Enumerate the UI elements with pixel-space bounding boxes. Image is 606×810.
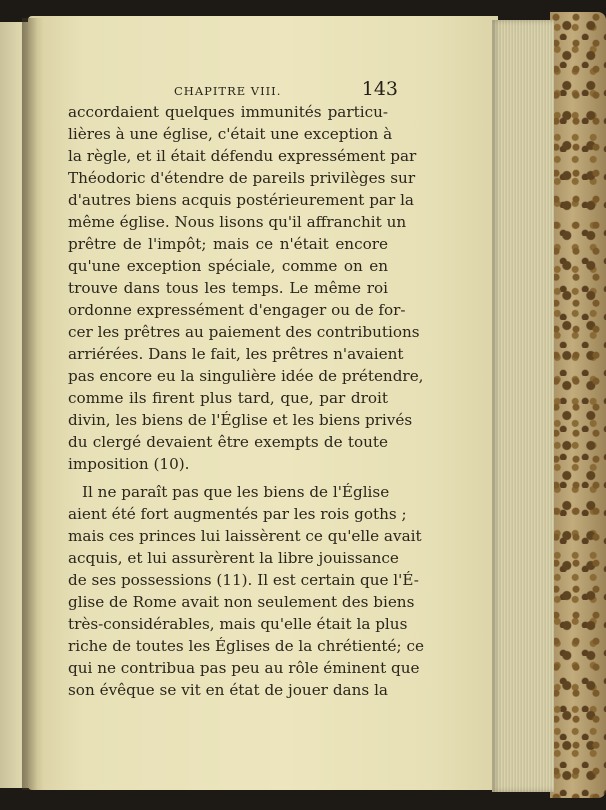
text-line: Théodoric d'étendre de pareils privilèges sur — [68, 169, 416, 187]
text-line: comme ils firent plus tard, que, par droit — [68, 389, 388, 407]
text-line: de ses possessions (11). Il est certain que l'É- — [68, 571, 419, 589]
text-line: arriérées. Dans le fait, les prêtres n'avaient — [68, 345, 404, 363]
text-line: qui ne contribua pas peu au rôle éminent que — [68, 659, 420, 677]
text-line: mais ces princes lui laissèrent ce qu'elle avait — [68, 527, 422, 545]
text-line: son évêque se vit en état de jouer dans la — [68, 681, 388, 699]
text-line: glise de Rome avait non seulement des biens — [68, 593, 415, 611]
body-text — [68, 101, 424, 701]
text-line: acquis, et lui assurèrent la libre jouissance — [68, 549, 399, 567]
page-edges — [492, 20, 554, 792]
book-gutter — [22, 18, 44, 790]
text-line: pas encore eu la singulière idée de prétendre, — [68, 367, 424, 385]
text-line: riche de toutes les Églises de la chrétienté; ce — [68, 637, 424, 655]
text-line: du clergé devaient être exempts de toute — [68, 433, 388, 451]
page-number: 143 — [361, 78, 398, 100]
text-line: trouve dans tous les temps. Le même roi — [68, 279, 388, 297]
text-line: même église. Nous lisons qu'il affranchit un — [68, 213, 407, 231]
text-line: prêtre de l'impôt; mais ce n'était encore — [68, 235, 388, 253]
text-line: accordaient quelques immunités particu- — [68, 103, 388, 121]
text-line: divin, les biens de l'Église et les biens privés — [68, 411, 413, 429]
text-line: Il ne paraît pas que les biens de l'Église — [82, 483, 390, 501]
text-line: très-considérables, mais qu'elle était la plus — [68, 615, 408, 633]
text-line: la règle, et il était défendu expressément par — [68, 147, 417, 165]
text-line: aient été fort augmentés par les rois goths ; — [68, 505, 407, 523]
text-line: d'autres biens acquis postérieurement par la — [68, 191, 414, 209]
text-line: ordonne expressément d'engager ou de for- — [68, 301, 406, 319]
paragraph-1 — [68, 101, 424, 475]
text-line: lières à une église, c'était une exception à — [68, 125, 393, 143]
paragraph-2 — [68, 481, 424, 701]
book-cover — [550, 12, 606, 798]
running-head: CHAPITRE VIII. — [174, 84, 282, 98]
text-line: qu'une exception spéciale, comme on en — [68, 257, 388, 275]
text-line: cer les prêtres au paiement des contributions — [68, 323, 420, 341]
text-line: imposition (10). — [68, 455, 190, 473]
